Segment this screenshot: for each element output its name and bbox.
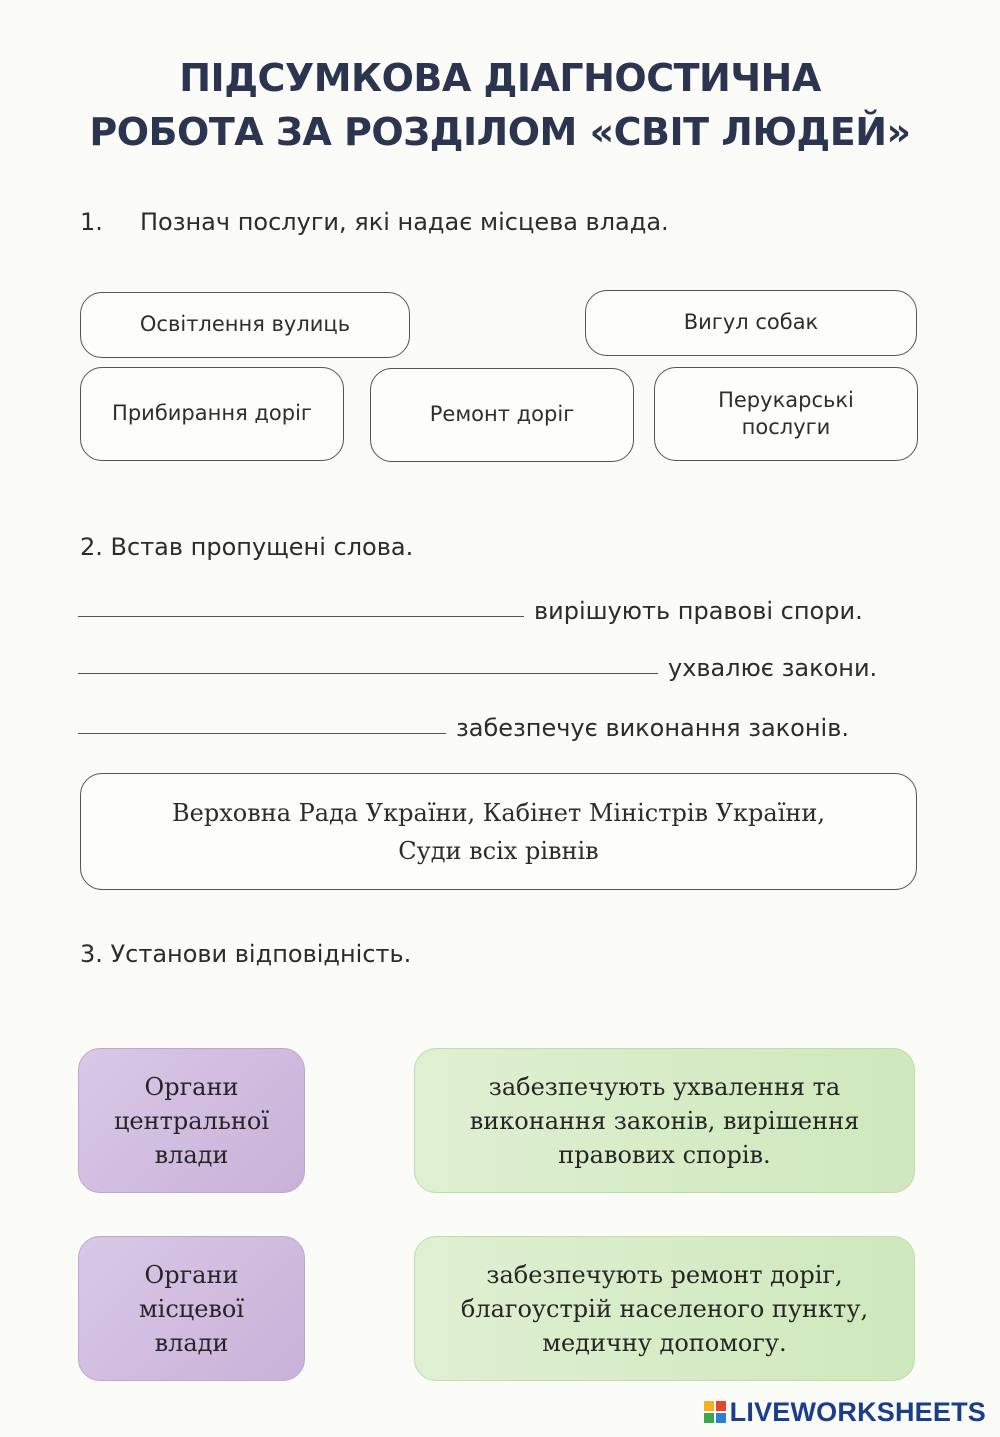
match-right-roads-line2: благоустрій населеного пункту,	[460, 1294, 869, 1323]
match-right-laws[interactable]	[414, 1048, 915, 1193]
sentence-3-text: забезпечує виконання законів.	[456, 714, 849, 742]
option-road-repair[interactable]: Ремонт доріг	[370, 368, 634, 462]
match-right-laws-line3: правових спорів.	[558, 1140, 771, 1169]
sentence-row-3	[78, 702, 849, 742]
match-left-central-line3: влади	[154, 1140, 229, 1169]
match-right-roads[interactable]	[414, 1236, 915, 1381]
liveworksheets-logo-icon	[704, 1401, 726, 1423]
word-bank	[80, 773, 917, 890]
match-right-laws-line1: забезпечують ухвалення та	[488, 1072, 841, 1101]
match-left-central-line1: Органи	[144, 1072, 239, 1101]
task2-heading: 2. Встав пропущені слова.	[80, 533, 414, 561]
option-street-lighting[interactable]: Освітлення вулиць	[80, 292, 410, 358]
match-right-roads-line1: забезпечують ремонт доріг,	[486, 1260, 843, 1289]
match-left-central-line2: центральної	[113, 1106, 269, 1135]
word-bank-line1: Верховна Рада України, Кабінет Міністрів України,	[172, 798, 825, 827]
word-bank-line2: Суди всіх рівнів	[398, 836, 599, 865]
match-left-local-line3: влади	[154, 1328, 229, 1357]
match-right-roads-line3: медичну допомогу.	[542, 1328, 787, 1357]
sentence-1-text: вирішують правові спори.	[534, 597, 863, 625]
match-left-local[interactable]	[78, 1236, 305, 1381]
sentence-2-text: ухвалює закони.	[668, 654, 878, 682]
page-title-line1: ПІДСУМКОВА ДІАГНОСТИЧНА	[179, 56, 821, 100]
page-title-line2: РОБОТА ЗА РОЗДІЛОМ «СВІТ ЛЮДЕЙ»	[89, 110, 911, 154]
task1-heading	[80, 208, 669, 236]
sentence-row-1	[78, 585, 863, 625]
task1-number: 1.	[80, 208, 103, 236]
match-left-central[interactable]	[78, 1048, 305, 1193]
match-right-laws-line2: виконання законів, вирішення	[469, 1106, 860, 1135]
option-road-cleaning[interactable]: Прибирання доріг	[80, 367, 344, 461]
option-hairdressing[interactable]: Перукарські послуги	[654, 367, 918, 461]
liveworksheets-logo	[704, 1395, 986, 1429]
blank-input-1[interactable]	[78, 606, 524, 617]
task1-text: Познач послуги, які надає місцева влада.	[140, 208, 669, 236]
option-dog-walking[interactable]: Вигул собак	[585, 290, 917, 356]
sentence-row-2	[78, 642, 877, 682]
liveworksheets-logo-text: LIVEWORKSHEETS	[729, 1396, 986, 1427]
match-left-local-line1: Органи	[144, 1260, 239, 1289]
task3-heading: 3. Установи відповідність.	[80, 940, 412, 968]
blank-input-3[interactable]	[78, 723, 446, 734]
blank-input-2[interactable]	[78, 663, 658, 674]
match-left-local-line2: місцевої	[138, 1294, 245, 1323]
